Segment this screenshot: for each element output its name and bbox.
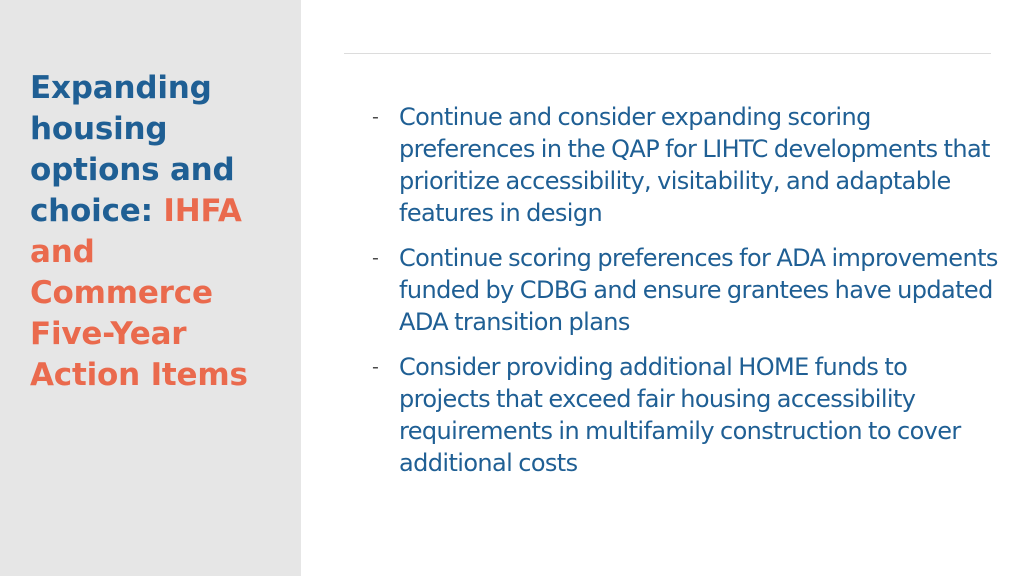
bullet-marker: - xyxy=(372,247,379,269)
bullet-text: Consider providing additional HOME funds to projects that exceed fair housing accessibility requirements in multifamily construction to cover additional costs xyxy=(399,353,961,477)
bullet-list xyxy=(372,101,1002,492)
list-item xyxy=(372,101,1002,229)
bullet-marker: - xyxy=(372,106,379,128)
title-accent-line: IHFA xyxy=(163,193,242,229)
title-line: Expanding xyxy=(30,70,212,106)
list-item xyxy=(372,242,1002,338)
slide-title xyxy=(30,68,292,396)
title-line: options and xyxy=(30,152,235,188)
bullet-marker: - xyxy=(372,356,379,378)
title-line: housing xyxy=(30,111,168,147)
bullet-text: Continue scoring preferences for ADA improvements funded by CDBG and ensure grantees have updated ADA transition plans xyxy=(399,244,998,336)
bullet-text: Continue and consider expanding scoring preferences in the QAP for LIHTC developments that prioritize accessibility, visitability, and adaptable features in design xyxy=(399,103,990,227)
title-accent-line: Commerce xyxy=(30,275,213,311)
list-item xyxy=(372,351,1002,479)
divider-line xyxy=(344,53,991,54)
sidebar-panel xyxy=(0,0,301,576)
title-accent-line: Five-Year xyxy=(30,316,187,352)
title-accent-line: Action Items xyxy=(30,357,248,393)
title-line: choice: xyxy=(30,193,164,229)
title-accent-line: and xyxy=(30,234,95,270)
